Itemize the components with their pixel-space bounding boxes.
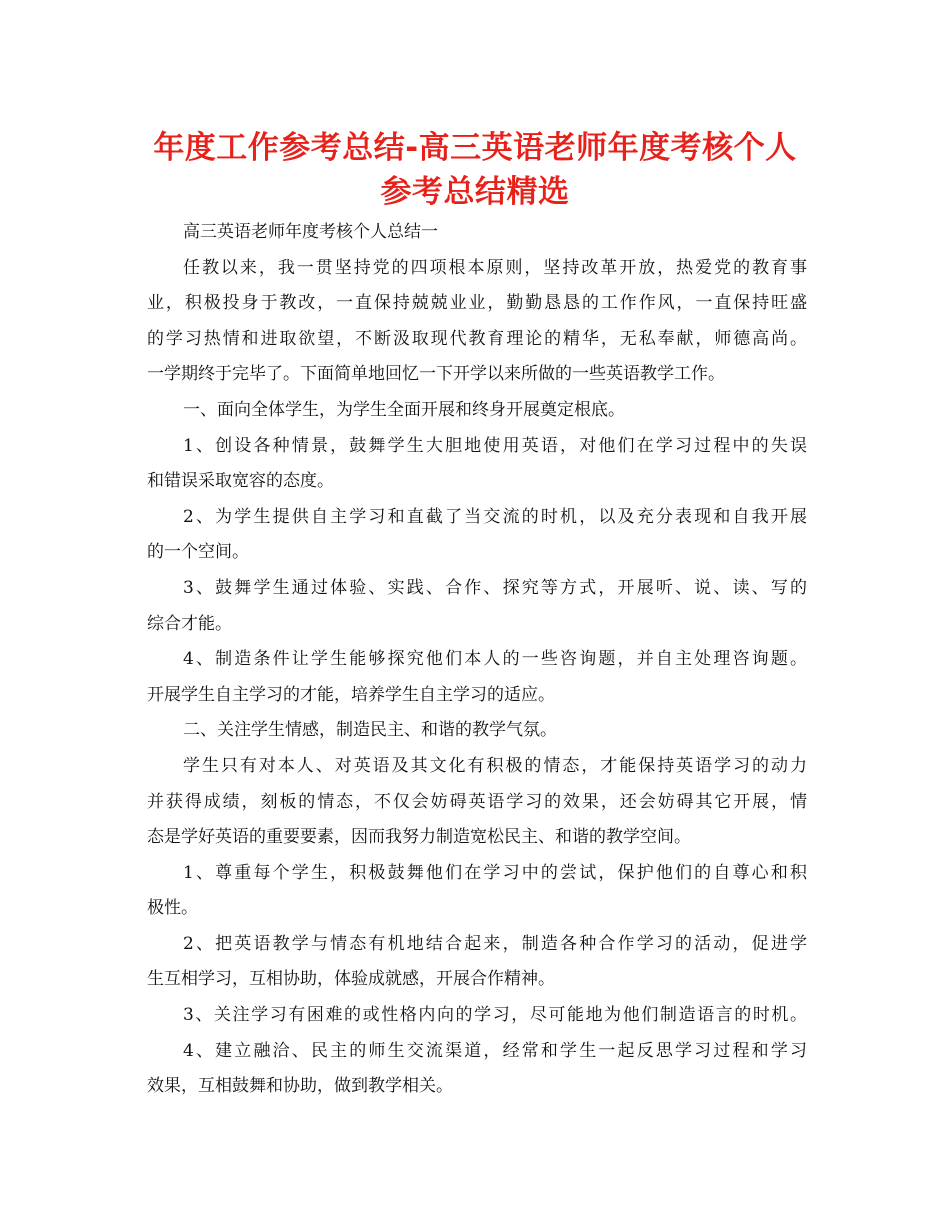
document-title-line-1: 年度工作参考总结-高三英语老师年度考核个人: [153, 130, 797, 166]
text-line: 二、关注学生情感，制造民主、和谐的教学气氛。: [183, 720, 557, 741]
text-line: 一、面向全体学生，为学生全面开展和终身开展奠定根底。: [183, 399, 625, 420]
text-line: 态是学好英语的重要要素，因而我努力制造宽松民主、和谐的教学空间。: [147, 827, 691, 848]
text-line: 一学期终于完毕了。下面简单地回忆一下开学以来所做的一些英语教学工作。: [147, 364, 725, 385]
text-line: 任教以来，我一贯坚持党的四项根本原则，坚持改革开放，热爱党的教育事: [183, 257, 807, 278]
document-title-line-2: 参考总结精选: [380, 174, 570, 210]
text-line: 1、创设各种情景，鼓舞学生大胆地使用英语，对他们在学习过程中的失误: [183, 435, 807, 456]
text-line: 2、为学生提供自主学习和直截了当交流的时机，以及充分表现和自我开展: [183, 506, 807, 527]
text-line: 4、制造条件让学生能够探究他们本人的一些咨询题，并自主处理咨询题。: [183, 649, 807, 670]
text-line: 生互相学习，互相协助，体验成就感，开展合作精神。: [147, 969, 555, 990]
text-line: 3、关注学习有困难的或性格内向的学习，尽可能地为他们制造语言的时机。: [183, 1005, 807, 1026]
text-line: 并获得成绩，刻板的情态，不仅会妨碍英语学习的效果，还会妨碍其它开展，情: [147, 791, 807, 812]
text-line: 的学习热情和进取欲望，不断汲取现代教育理论的精华，无私奉献，师德高尚。: [147, 328, 807, 349]
text-line: 极性。: [147, 898, 198, 919]
text-line: 开展学生自主学习的才能，培养学生自主学习的适应。: [147, 684, 555, 705]
text-line: 和错误采取宽容的态度。: [147, 471, 334, 492]
text-line: 1、尊重每个学生，积极鼓舞他们在学习中的尝试，保护他们的自尊心和积: [183, 862, 807, 883]
text-line: 高三英语老师年度考核个人总结一: [183, 222, 438, 242]
text-line: 的一个空间。: [147, 542, 249, 563]
text-line: 效果，互相鼓舞和协助，做到教学相关。: [147, 1076, 453, 1097]
document-body: [147, 215, 807, 1105]
text-line: 3、鼓舞学生通过体验、实践、合作、探究等方式，开展听、说、读、写的: [183, 577, 807, 598]
text-line: 综合才能。: [147, 613, 232, 634]
text-line: 学生只有对本人、对英语及其文化有积极的情态，才能保持英语学习的动力: [183, 755, 807, 776]
text-line: 2、把英语教学与情态有机地结合起来，制造各种合作学习的活动，促进学: [183, 933, 807, 954]
text-line: 业，积极投身于教改，一直保持兢兢业业，勤勤恳恳的工作作风，一直保持旺盛: [147, 293, 807, 314]
text-line: 4、建立融洽、民主的师生交流渠道，经常和学生一起反思学习过程和学习: [183, 1040, 807, 1061]
